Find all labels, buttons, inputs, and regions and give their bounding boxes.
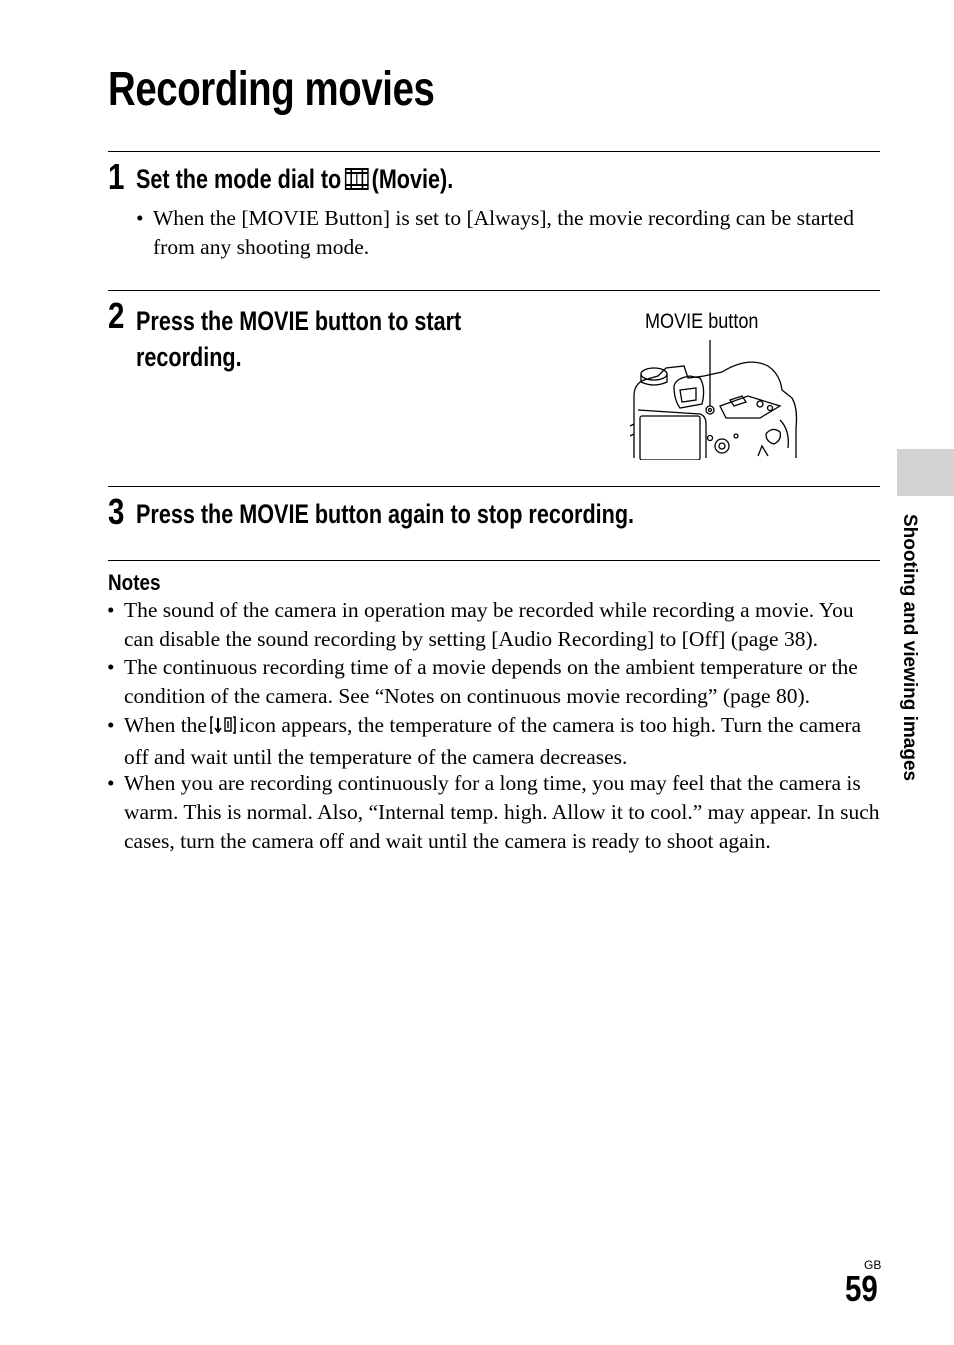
list-item: • When the [MOVIE Button] is set to [Always], the movie recording can be started from any shooting mode. <box>136 206 854 259</box>
step-number: 1 <box>108 156 125 197</box>
camera-illustration <box>630 338 800 460</box>
list-item: • When you are recording continuously for a long time, you may feel that the camera is warm. This is normal. Also, “Internal temp. high. Allow it to cool.” may appear. In such cases, turn the camera off and wait until the camera is ready to shoot again. <box>107 771 880 853</box>
page-number: 59 <box>845 1268 878 1309</box>
list-item: • The sound of the camera in operation may be recorded while recording a movie. You can disable the sound recording by setting [Audio Recording] to [Off] (page 38). <box>107 598 854 651</box>
step-number: 3 <box>108 491 125 532</box>
divider <box>108 486 880 487</box>
step-heading: Press the MOVIE button again to stop recording. <box>136 499 635 529</box>
section-tab-marker <box>897 449 954 496</box>
list-item: • When the icon appears, the temperature of the camera is too high. Turn the camera off and wait until the temperature of the camera decreases. <box>107 713 862 769</box>
step-heading: Press the MOVIE button to start recording. <box>136 306 462 372</box>
movie-button-label: MOVIE button <box>645 310 759 333</box>
list-item: • The continuous recording time of a movie depends on the ambient temperature or the condition of the camera. See “Notes on continuous movie recording” (page 80). <box>107 655 858 708</box>
section-side-label: Shooting and viewing images <box>899 514 920 782</box>
notes-heading: Notes <box>108 570 161 595</box>
page-title: Recording movies <box>108 63 435 116</box>
step-heading: Set the mode dial to (Movie). <box>136 164 533 198</box>
divider <box>108 151 880 152</box>
movie-mode-icon <box>344 167 368 198</box>
overheat-warning-icon <box>210 714 236 743</box>
divider <box>108 290 880 291</box>
region-code: GB <box>864 1258 882 1272</box>
divider <box>108 560 880 561</box>
step-number: 2 <box>108 295 125 336</box>
